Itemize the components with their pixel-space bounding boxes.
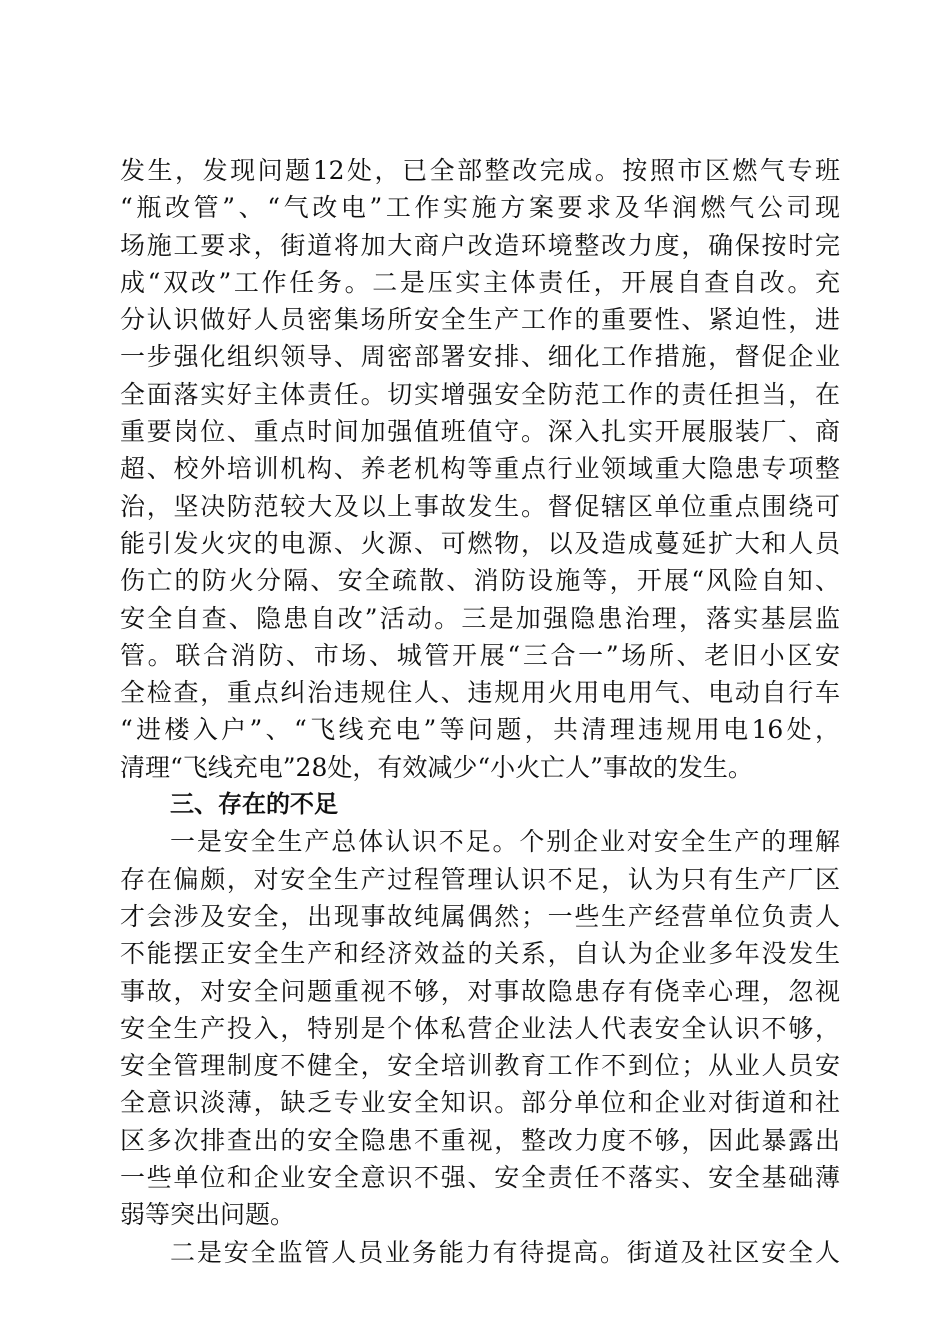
text-line: 弱等突出问题。 xyxy=(120,1200,296,1230)
section-2-continuation xyxy=(120,152,840,786)
text-line: 管。联合消防、市场、城管开展“三合一”场所、老旧小区安 xyxy=(120,640,840,670)
text-line: 场施工要求，街道将加大商户改造环境整改力度，确保按时完 xyxy=(120,230,840,260)
text-line: 二是安全监管人员业务能力有待提高。街道及社区安全人 xyxy=(170,1237,840,1267)
paragraph-2 xyxy=(120,1234,840,1271)
text-line: 发生，发现问题12处，已全部整改完成。按照市区燃气专班 xyxy=(120,156,840,185)
text-line: 一是安全生产总体认识不足。个别企业对安全生产的理解 xyxy=(170,827,840,857)
text-line: 伤亡的防火分隔、安全疏散、消防设施等，开展“风险自知、 xyxy=(120,566,840,596)
document-body xyxy=(120,152,840,1271)
text-line: 能引发火灾的电源、火源、可燃物，以及造成蔓延扩大和人员 xyxy=(120,528,840,558)
text-line: 才会涉及安全，出现事故纯属偶然；一些生产经营单位负责人 xyxy=(120,901,840,931)
text-line: 清理“飞线充电”28处，有效减少“小火亡人”事故的发生。 xyxy=(120,752,753,782)
paragraph-1 xyxy=(120,823,840,1233)
text-line: “进楼入户”、“飞线充电”等问题，共清理违规用电16处， xyxy=(120,715,840,745)
text-line: 事故，对安全问题重视不够，对事故隐患存有侥幸心理，忽视 xyxy=(120,976,840,1006)
text-line: 分认识做好人员密集场所安全生产工作的重要性、紧迫性，进 xyxy=(120,305,840,335)
text-line: 重要岗位、重点时间加强值班值守。深入扎实开展服装厂、商 xyxy=(120,417,840,447)
text-line: 不能摆正安全生产和经济效益的关系，自认为企业多年没发生 xyxy=(120,939,840,969)
text-line: 成“双改”工作任务。二是压实主体责任，开展自查自改。充 xyxy=(120,267,840,297)
text-line: 全检查，重点纠治违规住人、违规用火用电用气、电动自行车 xyxy=(120,678,840,708)
text-line: 安全生产投入，特别是个体私营企业法人代表安全认识不够， xyxy=(120,1013,840,1043)
text-line: 存在偏颇，对安全生产过程管理认识不足，认为只有生产厂区 xyxy=(120,864,840,894)
text-line: 一步强化组织领导、周密部署安排、细化工作措施，督促企业 xyxy=(120,342,840,372)
text-line: 安全自查、隐患自改”活动。三是加强隐患治理，落实基层监 xyxy=(120,603,840,633)
text-line: 全意识淡薄，缺乏专业安全知识。部分单位和企业对街道和社 xyxy=(120,1088,840,1118)
text-line: 一些单位和企业安全意识不强、安全责任不落实、安全基础薄 xyxy=(120,1163,840,1193)
text-line: 安全管理制度不健全，安全培训教育工作不到位；从业人员安 xyxy=(120,1051,840,1081)
text-line: 区多次排查出的安全隐患不重视，整改力度不够，因此暴露出 xyxy=(120,1125,840,1155)
text-line: “瓶改管”、“气改电”工作实施方案要求及华润燃气公司现 xyxy=(120,193,840,223)
text-line: 治，坚决防范较大及以上事故发生。督促辖区单位重点围绕可 xyxy=(120,491,840,521)
text-line: 全面落实好主体责任。切实增强安全防范工作的责任担当，在 xyxy=(120,379,840,409)
section-3-heading: 三、存在的不足 xyxy=(170,790,338,819)
text-line: 超、校外培训机构、养老机构等重点行业领域重大隐患专项整 xyxy=(120,454,840,484)
